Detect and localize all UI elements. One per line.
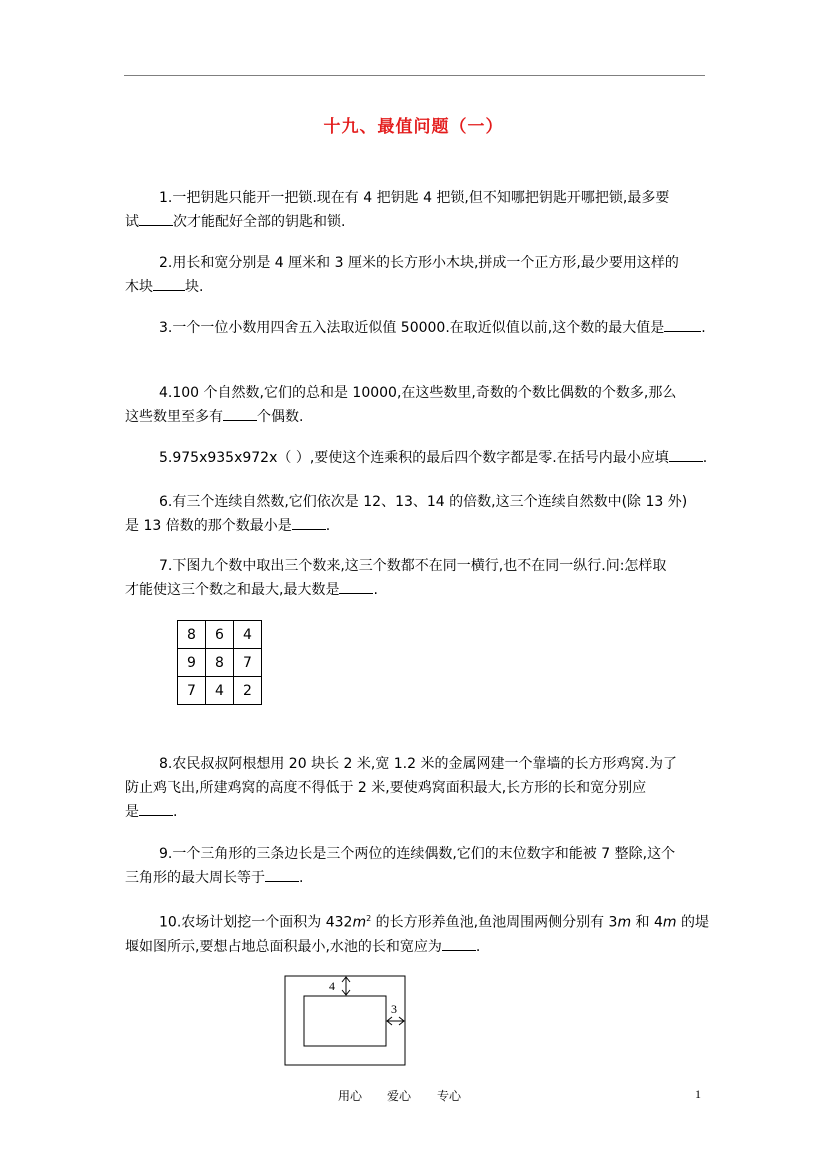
- unit-m: m: [662, 914, 677, 931]
- problem-2-line-2: [125, 275, 715, 299]
- problem-3: [125, 316, 715, 340]
- text: 是 13 倍数的那个数最小是: [125, 518, 292, 534]
- problem-2: [125, 251, 715, 299]
- problem-8: [125, 752, 715, 824]
- grid-cell: 8: [178, 621, 206, 649]
- footer-text-2: 爱心: [387, 1089, 412, 1103]
- answer-blank[interactable]: [664, 317, 701, 332]
- answer-blank[interactable]: [292, 515, 326, 530]
- grid-cell: 2: [234, 677, 262, 705]
- problem-5-line-1: [125, 446, 715, 470]
- answer-blank[interactable]: [339, 579, 373, 594]
- problem-4-line-2: [125, 405, 715, 429]
- page-title: 十九、最值问题（一）: [323, 117, 504, 137]
- text: 木块: [125, 279, 153, 295]
- problem-3-line-1: [125, 316, 715, 340]
- footer-text-3: 专心: [437, 1089, 462, 1103]
- footer-text-1: 用心: [338, 1089, 363, 1103]
- text: 10.农场计划挖一个面积为 432: [159, 914, 353, 931]
- grid-cell: 7: [178, 677, 206, 705]
- grid-row: [178, 677, 262, 705]
- grid-cell: 7: [234, 649, 262, 677]
- superscript: 2: [366, 914, 372, 923]
- problem-9-line-2: [125, 866, 715, 890]
- text: 5.975x935x972x（ ）,要使这个连乘积的最后四个数字都是零.在括号内最小应填: [159, 450, 669, 466]
- problem-9-line-1: 9.一个三角形的三条边长是三个两位的连续偶数,它们的末位数字和能被 7 整除,这个: [159, 846, 676, 862]
- text: 次才能配好全部的钥匙和锁.: [173, 214, 346, 230]
- problem-6-line-1: 6.有三个连续自然数,它们依次是 12、13、14 的倍数,这三个连续自然数中(除 13 外): [159, 494, 688, 510]
- text: 的长方形养鱼池,鱼池周围两侧分别有 3: [371, 914, 618, 931]
- header-rule: [124, 75, 705, 76]
- text: .: [701, 320, 706, 336]
- label-top: 4: [329, 979, 335, 993]
- text: 的堤: [676, 914, 709, 931]
- pond-rectangle: [304, 996, 386, 1046]
- problem-9: [125, 842, 715, 890]
- answer-blank[interactable]: [669, 447, 703, 462]
- problem-6-line-2: [125, 514, 715, 538]
- problem-10-line-2: [125, 935, 715, 959]
- problem-2-line-1: 2.用长和宽分别是 4 厘米和 3 厘米的长方形小木块,拼成一个正方形,最少要用这样的: [159, 255, 679, 271]
- text: 是: [125, 804, 139, 820]
- grid-cell: 4: [206, 677, 234, 705]
- text: 3.一个一位小数用四舍五入法取近似值 50000.在取近似值以前,这个数的最大值是: [159, 320, 665, 336]
- problem-8-line-3: [125, 800, 715, 824]
- text: 试: [125, 214, 139, 230]
- problem-10: [125, 907, 715, 959]
- problem-1: [125, 186, 715, 234]
- problem-10-line-1: [125, 907, 715, 935]
- answer-blank[interactable]: [139, 211, 173, 226]
- problem-1-line-1: 1.一把钥匙只能开一把锁.现在有 4 把钥匙 4 把锁,但不知哪把钥匙开哪把锁,最多要: [159, 190, 670, 206]
- text: 块.: [185, 279, 204, 295]
- text: .: [702, 450, 708, 466]
- answer-blank[interactable]: [139, 801, 173, 816]
- grid-cell: 4: [234, 621, 262, 649]
- problem-7-line-1: 7.下图九个数中取出三个数来,这三个数都不在同一横行,也不在同一纵行.问:怎样取: [159, 558, 667, 574]
- page-number: 1: [695, 1087, 701, 1101]
- problem-7: [125, 554, 715, 602]
- text: 才能使这三个数之和最大,最大数是: [125, 582, 340, 598]
- dimension-arrow-top: [342, 977, 350, 995]
- problem-8-line-2: 防止鸡飞出,所建鸡窝的高度不得低于 2 米,要使鸡窝面积最大,长方形的长和宽分别应: [125, 780, 647, 796]
- unit-m: m: [352, 914, 367, 931]
- text: 和 4: [631, 914, 663, 931]
- answer-blank[interactable]: [153, 276, 185, 291]
- dimension-arrow-right: [387, 1017, 404, 1025]
- problem-6: [125, 490, 715, 538]
- text: .: [373, 582, 378, 598]
- grid-cell: 8: [206, 649, 234, 677]
- answer-blank[interactable]: [223, 406, 257, 421]
- problem-4: [125, 381, 715, 429]
- label-right: 3: [391, 1002, 397, 1016]
- answer-blank[interactable]: [442, 936, 476, 951]
- problem-5: [125, 446, 715, 470]
- problem-1-line-2: [125, 210, 715, 234]
- number-grid: [177, 620, 262, 705]
- answer-blank[interactable]: [265, 867, 299, 882]
- problem-4-line-1: 4.100 个自然数,它们的总和是 10000,在这些数里,奇数的个数比偶数的个数多,那么: [159, 385, 677, 401]
- problem-8-line-1: 8.农民叔叔阿根想用 20 块长 2 米,宽 1.2 米的金属网建一个靠墙的长方形鸡窝.为了: [159, 756, 677, 772]
- grid-row: [178, 649, 262, 677]
- grid-row: [178, 621, 262, 649]
- text: 堰如图所示,要想占地总面积最小,水池的长和宽应为: [125, 938, 442, 955]
- text: 三角形的最大周长等于: [125, 870, 265, 886]
- pond-diagram: [284, 975, 408, 1070]
- grid-cell: 6: [206, 621, 234, 649]
- unit-m: m: [617, 914, 632, 931]
- text: 个偶数.: [257, 409, 304, 425]
- text: .: [325, 518, 331, 534]
- text: 这些数里至多有: [125, 409, 223, 425]
- text: .: [475, 938, 481, 955]
- problem-7-line-2: [125, 578, 715, 602]
- grid-cell: 9: [178, 649, 206, 677]
- text: .: [173, 804, 178, 820]
- text: .: [299, 870, 304, 886]
